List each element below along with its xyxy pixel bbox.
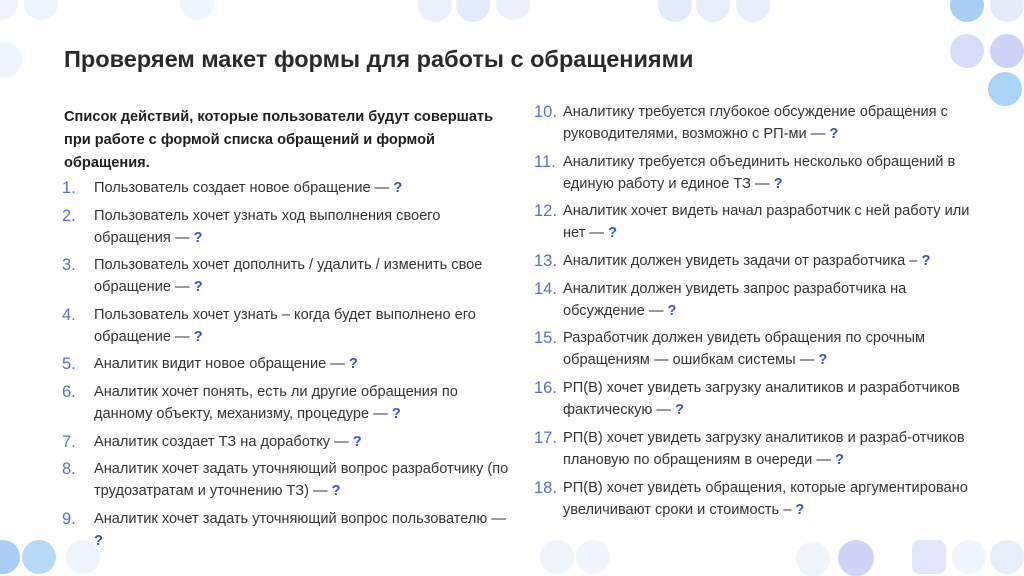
question-mark: ? <box>391 405 401 422</box>
decor-circle <box>540 540 574 574</box>
question-mark: ? <box>331 483 341 500</box>
item-text <box>563 278 984 322</box>
list-item <box>534 151 984 195</box>
decor-circle <box>22 540 56 574</box>
question-mark: ? <box>193 229 203 246</box>
list-item <box>534 278 984 322</box>
item-label: Разработчик должен увидеть обращения по срочным обращениям — ошибкам системы — <box>563 330 925 369</box>
item-number: 7. <box>62 432 76 451</box>
item-number: 14. <box>534 279 557 298</box>
item-number: 18. <box>534 478 557 497</box>
item-number: 2. <box>62 206 76 225</box>
item-text <box>563 377 984 421</box>
decor-circle <box>736 0 770 22</box>
decor-circle <box>658 0 692 22</box>
item-label: Аналитик хочет видеть начал разработчик с ней работу или нет — <box>563 203 970 242</box>
decor-circle <box>180 0 214 20</box>
actions-list-left <box>62 177 512 557</box>
decor-circle <box>950 34 984 68</box>
item-label: Пользователь хочет узнать ход выполнения своего обращения — <box>94 207 441 246</box>
decor-circle <box>24 0 58 20</box>
item-text <box>94 177 512 199</box>
item-label: РП(В) хочет увидеть обращения, которые аргументировано увеличивают сроки и стоимость – <box>563 479 968 518</box>
item-label: РП(В) хочет увидеть загрузку аналитиков и разраб-отчиков плановую по обращениям в очереди — <box>563 429 965 468</box>
question-mark: ? <box>818 352 828 369</box>
item-label: Пользователь создает новое обращение — <box>94 180 390 196</box>
item-label: Аналитик создает ТЗ на доработку — <box>94 433 349 450</box>
item-text <box>94 205 512 249</box>
list-item <box>62 177 512 199</box>
list-item <box>534 377 984 421</box>
list-item <box>534 200 984 244</box>
item-label: Аналитик хочет понять, есть ли другие обращения по данному объекту, механизму, процедуре — <box>94 383 458 422</box>
decor-circle <box>988 72 1022 106</box>
item-text <box>563 250 984 272</box>
question-mark: ? <box>193 328 203 345</box>
item-label: РП(В) хочет увидеть загрузку аналитиков и разработчиков фактическую — <box>563 380 960 419</box>
list-item <box>534 327 984 371</box>
item-text <box>563 200 984 244</box>
question-mark: ? <box>393 180 403 196</box>
question-mark: ? <box>667 302 677 319</box>
decor-circle <box>0 0 18 20</box>
list-item <box>62 458 512 502</box>
list-item <box>62 431 512 453</box>
decor-circle <box>990 34 1024 68</box>
decor-circle <box>456 0 490 22</box>
item-number: 4. <box>62 305 76 324</box>
item-label: Аналитику требуется объединить несколько обращений в единую работу и единое ТЗ — <box>563 153 956 192</box>
item-text <box>94 458 512 502</box>
question-mark: ? <box>773 175 783 192</box>
decor-circle <box>496 0 530 20</box>
item-label: Аналитику требуется глубокое обсуждение обращения с руководителями, возможно с РП-ми — <box>563 104 948 142</box>
list-item <box>62 381 512 425</box>
item-number: 6. <box>62 382 76 401</box>
item-number: 11. <box>534 152 556 171</box>
decor-circle <box>950 0 984 22</box>
item-number: 3. <box>62 256 76 275</box>
item-text <box>94 304 512 348</box>
item-number: 15. <box>534 329 557 348</box>
page-title: Проверяем макет формы для работы с обращениями <box>64 46 694 72</box>
list-item <box>534 250 984 272</box>
item-number: 16. <box>534 379 557 398</box>
decor-circle <box>796 542 830 576</box>
question-mark: ? <box>352 433 362 450</box>
decor-circle <box>990 540 1024 574</box>
question-mark: ? <box>829 126 839 142</box>
list-item <box>62 304 512 348</box>
item-text <box>94 381 512 425</box>
decor-circle <box>576 540 610 574</box>
item-number: 8. <box>62 460 76 479</box>
item-number: 5. <box>62 355 76 374</box>
decor-circle <box>990 0 1024 22</box>
decor-circle <box>0 42 22 78</box>
item-label: Пользователь хочет узнать – когда будет выполнено его обращение — <box>94 306 476 345</box>
list-item <box>534 427 984 471</box>
question-mark: ? <box>348 356 358 373</box>
item-label: Пользователь хочет дополнить / удалить / изменить свое обращение — <box>94 257 483 296</box>
question-mark: ? <box>94 532 103 549</box>
item-text <box>563 477 984 521</box>
list-item <box>62 205 512 249</box>
item-text <box>563 101 984 145</box>
item-text <box>94 431 512 453</box>
decor-circle <box>0 540 20 574</box>
item-label: Аналитик должен увидеть задачи от разработчика – <box>563 253 918 270</box>
item-text <box>94 508 512 552</box>
list-item <box>534 477 984 521</box>
item-label: Аналитик должен увидеть запрос разработчика на обсуждение — <box>563 280 907 319</box>
list-item <box>62 508 512 552</box>
list-item <box>62 254 512 298</box>
item-label: Аналитик видит новое обращение — <box>94 356 345 373</box>
decor-circle <box>418 0 452 22</box>
item-number: 10. <box>534 103 557 121</box>
list-item <box>62 353 512 375</box>
item-text <box>94 254 512 298</box>
question-mark: ? <box>921 253 931 270</box>
list-item <box>534 101 984 145</box>
decor-square <box>912 540 946 574</box>
question-mark: ? <box>193 279 203 296</box>
item-text <box>563 327 984 371</box>
decor-circle <box>838 540 874 576</box>
item-text <box>563 427 984 471</box>
decor-circle <box>952 540 986 574</box>
intro-text: Список действий, которые пользователи будут совершать при работе с формой списка обращений и формой обращения. <box>64 109 494 171</box>
item-number: 1. <box>62 179 76 197</box>
item-number: 12. <box>534 202 557 221</box>
question-mark: ? <box>795 501 805 518</box>
item-text <box>94 353 512 375</box>
question-mark: ? <box>675 402 684 419</box>
item-number: 17. <box>534 428 557 447</box>
item-number: 13. <box>534 252 557 271</box>
question-mark: ? <box>835 451 844 468</box>
question-mark: ? <box>608 225 618 242</box>
item-label: Аналитик хочет задать уточняющий вопрос пользователю — <box>94 510 507 527</box>
actions-list-right <box>534 101 984 526</box>
decor-circle <box>696 0 730 22</box>
item-label: Аналитик хочет задать уточняющий вопрос разработчику (по трудозатратам и уточнению ТЗ) — <box>94 461 509 500</box>
item-text <box>563 151 984 195</box>
item-number: 9. <box>62 509 76 528</box>
